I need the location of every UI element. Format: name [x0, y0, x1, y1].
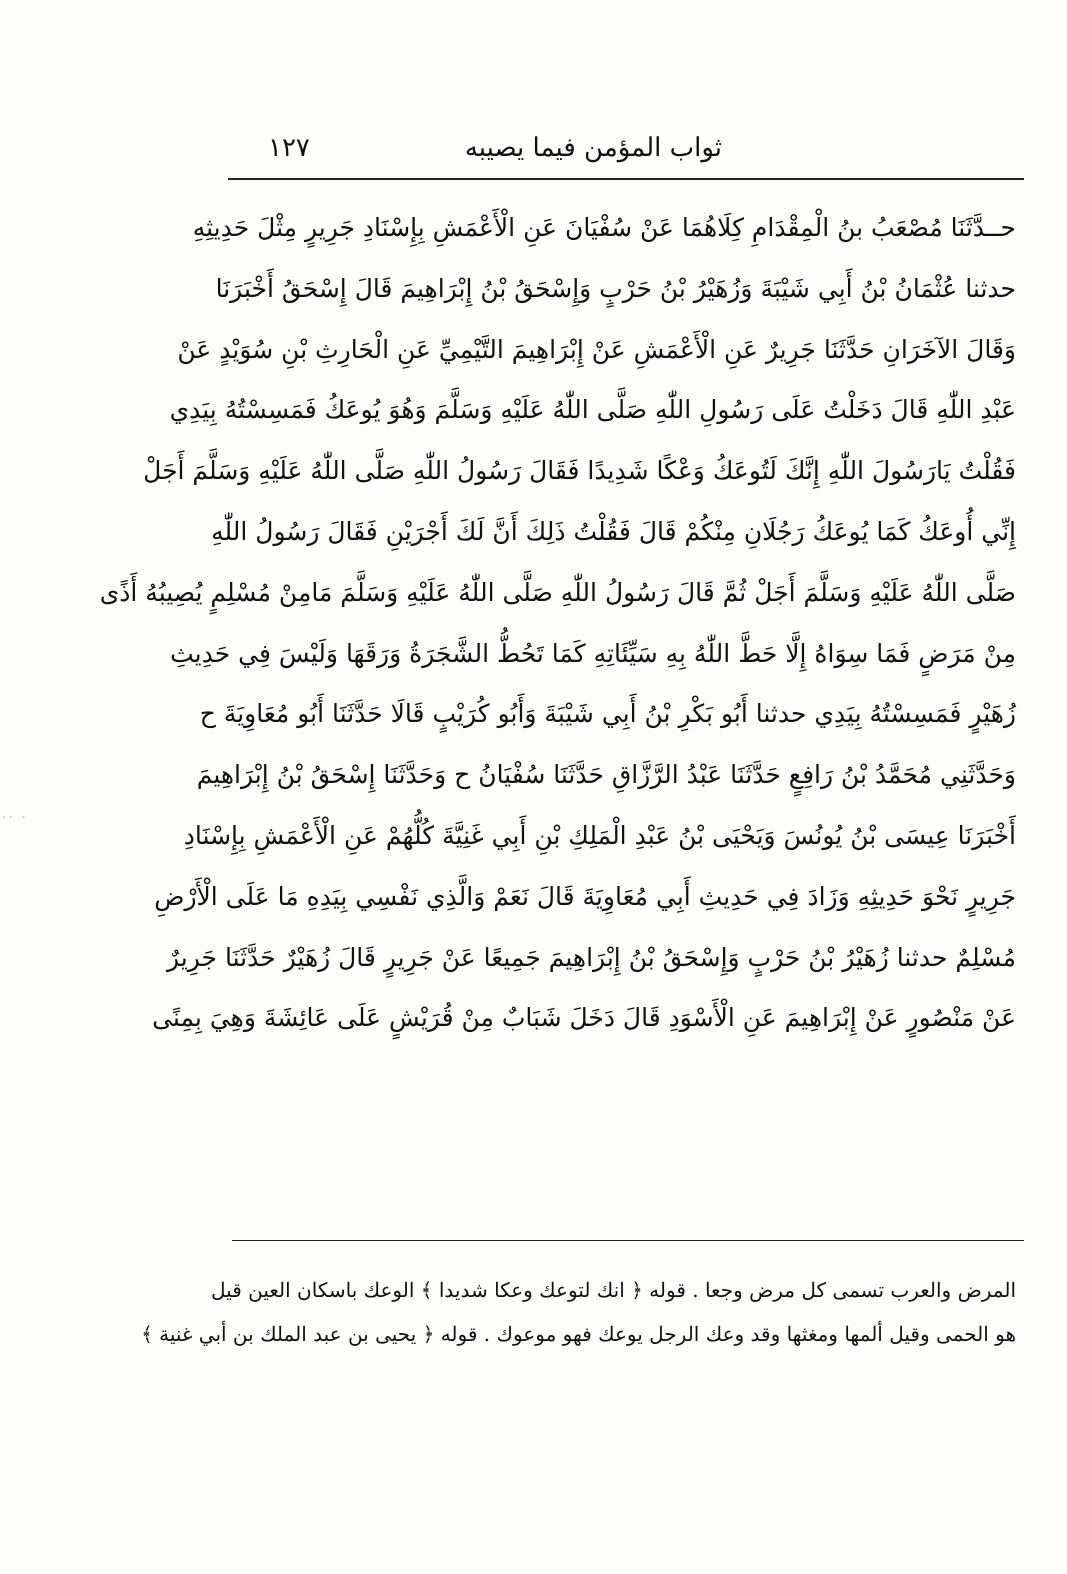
text-line: إِنِّي أُوعَكُ كَمَا يُوعَكُ رَجُلَانِ مِنْكُمْ قَالَ فَقُلْتُ ذَلِكَ أَنَّ لَكَ أَجْرَيْنِ فَقَالَ رَسُولُ اللّٰهِ: [211, 516, 1016, 546]
text-line: عَبْدِ اللّٰهِ قَالَ دَخَلْتُ عَلَى رَسُولِ اللّٰهِ صَلَّى اللّٰهُ عَلَيْهِ وَسَلَّمَ وَهُوَ يُوعَكُ فَمَسِسْتُهُ بِيَدِي: [169, 395, 1016, 425]
running-title: ثواب المؤمن فيما يصيبه: [464, 133, 722, 163]
footnote-line: هو الحمى وقيل ألمها ومغثها وقد وعك الرجل يوعك فهو موعوك . قوله ﴿ يحيى بن عبد الملك بن أبي غنية ﴾: [141, 1322, 1016, 1346]
main-text: [99, 198, 1016, 1049]
footnote-line: المرض والعرب تسمى كل مرض وجعا . قوله ﴿ انك لتوعك وعكا شديدا ﴾ الوعك باسكان العين قيل: [211, 1278, 1016, 1302]
text-line: أَخْبَرَنَا عِيسَى بْنُ يُونُسَ وَيَحْيَى بْنُ عَبْدِ الْمَلِكِ بْنِ أَبِي غَنِيَّةَ كُلُّهُمْ عَنِ الْأَعْمَشِ بِإِسْنَادِ: [183, 820, 1016, 850]
text-line: زُهَيْرٍ فَمَسِسْتُهُ بِيَدِي حدثنا أَبُو بَكْرِ بْنُ أَبِي شَيْبَةَ وَأَبُو كُرَيْبٍ قَالَا حَدَّثَنَا أَبُو مُعَاوِيَةَ ح: [199, 699, 1016, 729]
text-line: حدثنا عُثْمَانُ بْنُ أَبِي شَيْبَةَ وَزُهَيْرُ بْنُ حَرْبٍ وَإِسْحَقُ بْنُ إِبْرَاهِيمَ قَالَ إِسْحَقُ أَخْبَرَنَا: [215, 273, 1016, 303]
page-header: [228, 128, 1024, 172]
text-line: صَلَّى اللّٰهُ عَلَيْهِ وَسَلَّمَ أَجَلْ ثُمَّ قَالَ رَسُولُ اللّٰهِ صَلَّى اللّٰهُ عَلَيْهِ وَسَلَّمَ مَامِنْ مُسْلِمٍ يُصِيبُهُ أَذًى: [99, 577, 1016, 607]
margin-dots: ·· ·: [2, 810, 28, 826]
text-line: مِنْ مَرَضٍ فَمَا سِوَاهُ إِلَّا حَطَّ اللّٰهُ بِهِ سَيِّئَاتِهِ كَمَا تَحُطُّ الشَّجَرَةُ وَرَقَهَا وَلَيْسَ فِي حَدِيثِ: [170, 638, 1016, 668]
text-line: عَنْ مَنْصُورٍ عَنْ إِبْرَاهِيمَ عَنِ الْأَسْوَدِ قَالَ دَخَلَ شَبَابٌ مِنْ قُرَيْشٍ عَلَى عَائِشَةَ وَهِيَ بِمِنًى: [152, 1003, 1016, 1033]
header-rule: [228, 178, 1024, 180]
footnotes: [141, 1268, 1016, 1356]
page-number: ١٢٧: [268, 133, 310, 163]
text-line: وَحَدَّثَنِي مُحَمَّدُ بْنُ رَافِعٍ حَدَّثَنَا عَبْدُ الرَّزَّاقِ حَدَّثَنَا سُفْيَانُ ح وَحَدَّثَنَا إِسْحَقُ بْنُ إِبْرَاهِيمَ: [196, 760, 1016, 790]
text-line: حــدَّثَنَا مُصْعَبُ بنُ الْمِقْدَامِ كِلَاهُمَا عَنْ سُفْيَانَ عَنِ الْأَعْمَشِ بِإِسْنَادِ جَرِيرٍ مِثْلَ حَدِيثِهِ: [192, 213, 1016, 242]
text-line: مُسْلِمٌ حدثنا زُهَيْرُ بْنُ حَرْبٍ وَإِسْحَقُ بْنُ إِبْرَاهِيمَ جَمِيعًا عَنْ جَرِيرٍ قَالَ زُهَيْرٌ حَدَّثَنَا جَرِيرٌ: [167, 942, 1016, 972]
text-line: وَقَالَ الآخَرَانِ حَدَّثَنَا جَرِيرٌ عَنِ الْأَعْمَشِ عَنْ إِبْرَاهِيمَ التَّيْمِيِّ عَنِ الْحَارِثِ بْنِ سُوَيْدٍ عَنْ: [177, 334, 1016, 364]
text-line: فَقُلْتُ يَارَسُولَ اللّٰهِ إِنَّكَ لَتُوعَكُ وَعْكًا شَدِيدًا فَقَالَ رَسُولُ اللّٰهِ صَلَّى اللّٰهُ عَلَيْهِ وَسَلَّمَ أَجَلْ: [143, 456, 1016, 486]
text-line: جَرِيرٍ نَحْوَ حَدِيثِهِ وَزَادَ فِي حَدِيثِ أَبِي مُعَاوِيَةَ قَالَ نَعَمْ وَالَّذِي نَفْسِي بِيَدِهِ مَا عَلَى الْأَرْضِ: [154, 881, 1016, 911]
footnote-rule: [232, 1240, 1024, 1241]
